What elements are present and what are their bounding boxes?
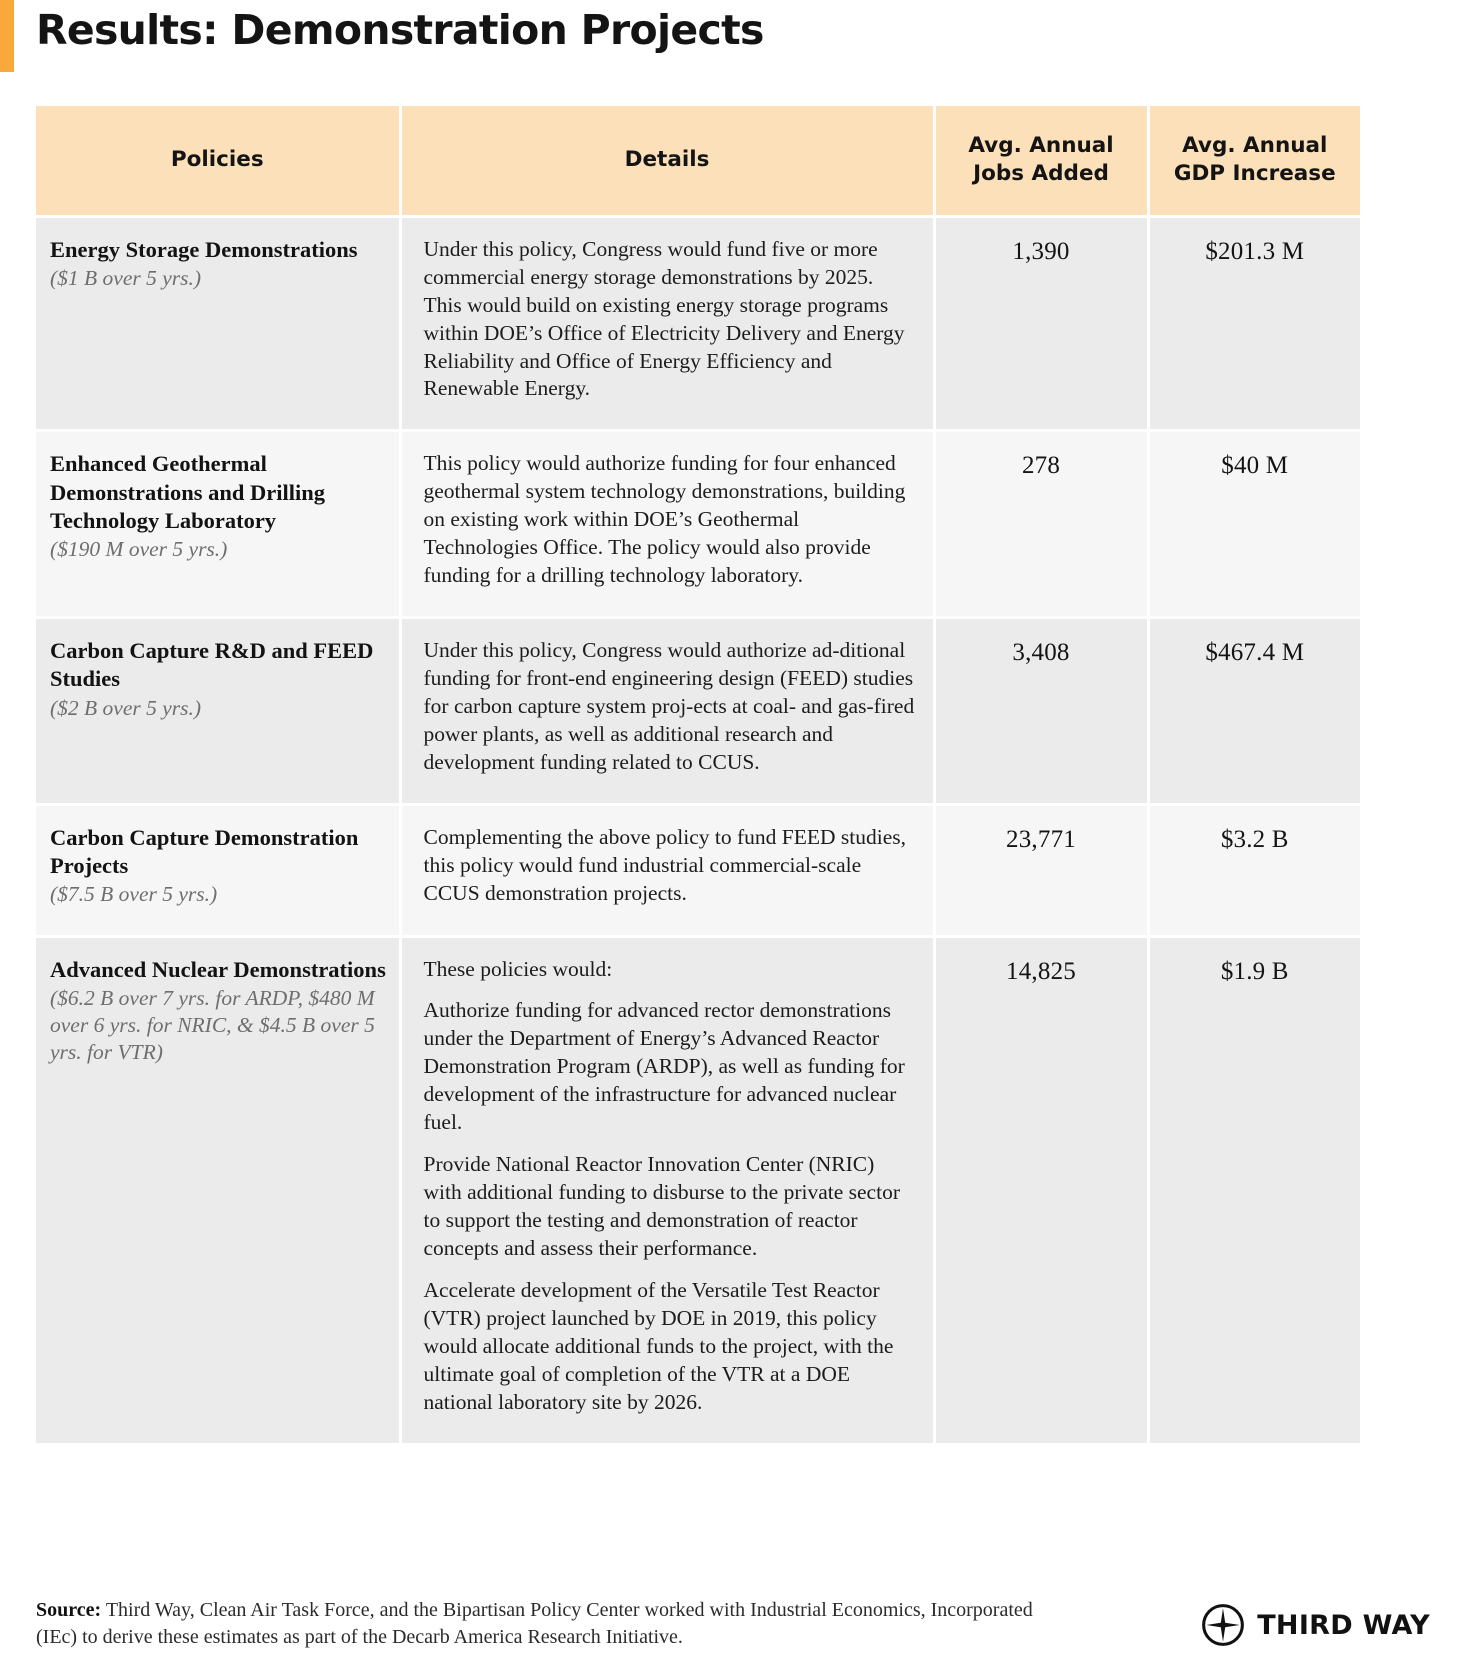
source-label: Source: — [36, 1599, 102, 1622]
gdp-increase-value: $467.4 M — [1148, 618, 1360, 805]
policy-name: Enhanced Geothermal Demonstrations and Drilling Technology Laboratory — [50, 451, 326, 534]
table-row — [36, 804, 1360, 936]
table-row — [36, 216, 1360, 431]
column-header-jobs-added — [934, 106, 1148, 216]
details-paragraph: Complementing the above policy to fund FEED studies, this policy would fund industrial commercial‐scale CCUS demonstration projects. — [423, 824, 906, 905]
policy-name: Carbon Capture Demonstration Projects — [50, 824, 359, 879]
policy-cell — [36, 216, 400, 431]
results-table-container — [36, 106, 1444, 1443]
third-way-logo — [1201, 1597, 1430, 1647]
details-cell — [400, 936, 934, 1443]
details-paragraph: Under this policy, Congress would fund five or more commercial energy storage demonstrations by 2025. This would build on existing energy storage programs within DOE’s Office of Electricity Delivery and Energy Reliability and Office of Energy Efficiency and Renewable Energy. — [423, 236, 905, 401]
table-row — [36, 618, 1360, 805]
column-header-jobs-line1: Avg. Annual — [968, 133, 1114, 158]
policy-cost: ($1 B over 5 yrs.) — [50, 266, 202, 291]
gdp-increase-value: $201.3 M — [1148, 216, 1360, 431]
column-header-details: Details — [400, 106, 934, 216]
details-paragraph: Under this policy, Congress would authorize ad‐ditional funding for front‐end engineering design (FEED) studies for carbon capture system proj‐ects at coal‐ and gas‐fired power plants, as well as additional research and development funding related to CCUS. — [423, 638, 915, 774]
logo-text: THIRD WAY — [1257, 1609, 1430, 1641]
policy-cell — [36, 936, 400, 1443]
table-row — [36, 936, 1360, 1443]
source-note — [36, 1597, 1066, 1651]
details-paragraph: This policy would authorize funding for four enhanced geothermal system technology demonstrations, building on existing work within DOE’s Geothermal Technologies Office. The policy would also provide funding for a drilling technology laboratory. — [423, 451, 906, 588]
details-paragraph: Accelerate development of the Versatile Test Reactor (VTR) project launched by DOE in 2019, this policy would allocate additional funds to the project, with the ultimate goal of completion of the VTR at a DOE national laboratory site by 2026. — [423, 1277, 894, 1414]
column-header-policies: Policies — [36, 106, 400, 216]
jobs-added-value: 23,771 — [934, 804, 1148, 936]
policy-cost: ($6.2 B over 7 yrs. for ARDP, $480 M over 6 yrs. for NRIC, & $4.5 B over 5 yrs. for VTR) — [50, 985, 375, 1065]
policy-cost: ($190 M over 5 yrs.) — [50, 537, 228, 562]
table-header-row — [36, 106, 1360, 216]
jobs-added-value: 278 — [934, 431, 1148, 618]
policy-cell — [36, 804, 400, 936]
source-body: Third Way, Clean Air Task Force, and the Bipartisan Policy Center worked with Industrial Economics, Incorporated (IEc) to derive these estimates as part of the Decarb America Research Initiative. — [36, 1599, 1033, 1649]
jobs-added-value: 1,390 — [934, 216, 1148, 431]
details-paragraph: Authorize funding for advanced rector demonstrations under the Department of Energy’s Advanced Reactor Demonstration Program (ARDP), as well as funding for development of the infrastructure for advanced nuclear fuel. — [423, 998, 905, 1135]
jobs-added-value: 3,408 — [934, 618, 1148, 805]
column-header-gdp-increase — [1148, 106, 1360, 216]
policy-name: Energy Storage Demonstrations — [50, 236, 358, 262]
details-cell — [400, 618, 934, 805]
compass-star-icon — [1201, 1603, 1245, 1647]
table-body — [36, 216, 1360, 1442]
column-header-gdp-line2: GDP Increase — [1173, 161, 1336, 187]
details-paragraph: Provide National Reactor Innovation Center (NRIC) with additional funding to disburse to the private sector to support the testing and demonstration of reactor concepts and assess their performance. — [423, 1152, 900, 1260]
page-header — [0, 0, 1480, 88]
policy-name: Carbon Capture R&D and FEED Studies — [50, 638, 374, 692]
policy-cost: ($2 B over 5 yrs.) — [50, 695, 202, 720]
table-header — [36, 106, 1360, 216]
page-title: Results: Demonstration Projects — [36, 6, 764, 54]
footer — [36, 1597, 1444, 1651]
details-cell — [400, 431, 934, 618]
policy-cell — [36, 431, 400, 618]
accent-bar — [0, 0, 14, 72]
gdp-increase-value: $1.9 B — [1148, 936, 1360, 1443]
details-paragraph: These policies would: — [423, 956, 613, 981]
jobs-added-value: 14,825 — [934, 936, 1148, 1443]
policy-name: Advanced Nuclear Demonstrations — [50, 956, 386, 982]
results-table — [36, 106, 1360, 1443]
table-row — [36, 431, 1360, 618]
column-header-gdp-line1: Avg. Annual — [1182, 133, 1328, 158]
policy-cost: ($7.5 B over 5 yrs.) — [50, 882, 218, 907]
gdp-increase-value: $40 M — [1148, 431, 1360, 618]
details-cell — [400, 216, 934, 431]
details-cell — [400, 804, 934, 936]
gdp-increase-value: $3.2 B — [1148, 804, 1360, 936]
column-header-jobs-line2: Jobs Added — [973, 161, 1109, 187]
policy-cell — [36, 618, 400, 805]
